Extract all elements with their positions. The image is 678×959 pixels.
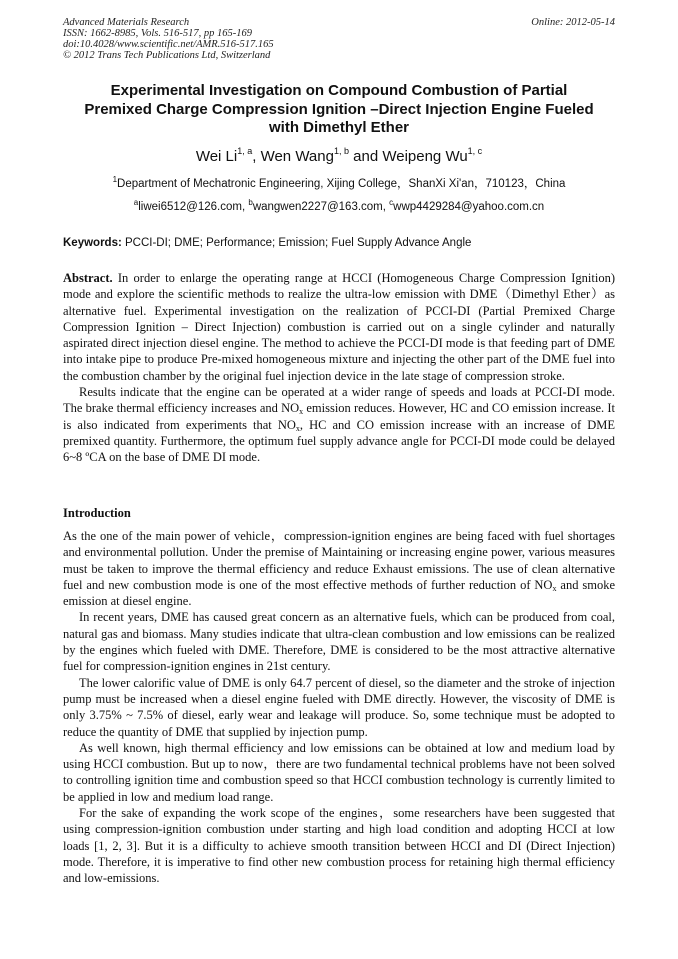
abstract-text: , HC and CO emission increase with an increase of DME premixed quantity. Furthermore, the optimum fuel supply advance angle for PCCI-DI mode could be delayed 6~8 ºCA on the base of DME DI mode. (63, 417, 615, 465)
issn-line: ISSN: 1662-8985, Vols. 516-517, pp 165-169 (63, 28, 252, 39)
intro-paragraph: As well known, high thermal efficiency and low emissions can be obtained at low and medium load by using HCCI combustion. But up to now，there are two fundamental technical problems have not been solved to controlling ignition time and combustion speed so that HCCI combustion technology is currently limited to be applied in low and medium load range. (63, 740, 615, 804)
abstract-paragraph (63, 384, 615, 465)
email-link[interactable]: wangwen2227@163.com, (252, 201, 390, 213)
keywords (63, 236, 623, 250)
doi-line: doi:10.4028/www.scientific.net/AMR.516-517.165 (63, 39, 274, 50)
abstract-section (63, 270, 615, 466)
introduction-section (63, 528, 615, 887)
intro-text: and smoke emission at diesel engine. (63, 577, 615, 609)
intro-text: As the one of the main power of vehicle，compression-ignition engines are being faced with fuel shortages and environmental pollution. Under the premise of Maintaining or increasing engine power, various measures must be taken to improve the thermal efficiency and reduce Exhaust emissions. The use of clean alternative fuel and new combustion mode is one of the most effective methods of further reduction of NO (63, 529, 615, 592)
email-mark: a (133, 198, 139, 207)
intro-paragraph: In recent years, DME has caused great concern as an alternative fuels, which can be produced from coal, natural gas and biomass. Many studies indicate that ultra-clean combustion and low emissions can be realized by the engines which fueled with DME. Therefore, DME is considered to be the most attractive alternative fuel for compression-ignition engines in 21st century. (63, 610, 615, 674)
abstract-text: Results indicate that the engine can be operated at a wider range of speeds and loads at PCCI-DI mode. The brake thermal efficiency increases and NO (63, 385, 615, 416)
abstract-text: In order to enlarge the operating range at HCCI (Homogeneous Charge Compression Ignition) mode and explore the scientific methods to realize the ultra-low emission with DME（Dimethyl Ether）as alternative fuel. Experimental investigation on the realization of PCCI-DI (Partial Premixed Charge Compression Ignition – Direct Injection) combustion is carried out on a single cylinder and naturally aspirated direct injection diesel engine. The method to achieve the PCCI-DI mode is that feeding part of DME into intake pipe to produce Pre-mixed homogeneous mixture and injecting the other part of the DME fuel into the combustion chamber by the original fuel injection device in the late stage of compression stroke. (63, 271, 615, 383)
journal-name: Advanced Materials Research (63, 17, 190, 28)
affiliation (0, 177, 678, 191)
author-name: Weipeng Wu (382, 148, 468, 165)
title-line-1: Experimental Investigation on Compound Combustion of Partial (110, 82, 568, 99)
author-separator: , (252, 148, 261, 165)
subscript: x (552, 583, 557, 593)
abstract-text: emission reduces. However, HC and CO emission increase. It is also indicated from experiments that NO (63, 401, 615, 432)
section-heading: Introduction (63, 506, 131, 520)
email-mark: c (389, 198, 394, 207)
keywords-label: Keywords: (63, 237, 122, 249)
online-date: Online: 2012-05-14 (531, 17, 615, 28)
title-line-3: with Dimethyl Ether (268, 119, 410, 136)
subscript: x (295, 423, 300, 433)
author-name: Wei Li (195, 148, 238, 165)
author-list (0, 148, 678, 166)
author-separator: and (348, 148, 383, 165)
email-mark: b (248, 198, 253, 207)
author-affiliation-mark: 1, c (467, 146, 483, 156)
subscript: x (299, 407, 304, 417)
intro-paragraph: For the sake of expanding the work scope of the engines，some researchers have been suggested that using compression-ignition combustion under starting and high load condition and adopting HCCI at low loads [1, 2, 3]. But it is a difficulty to achieve smooth transition between HCCI and DI (Direct Injection) mode. Therefore, it is imperative to find other new combustion process for retaining high thermal efficiency and low-emissions. (63, 806, 615, 886)
author-emails (0, 200, 678, 214)
title-line-2: Premixed Charge Compression Ignition –Direct Injection Engine Fueled (84, 100, 594, 118)
journal-header (63, 17, 274, 61)
keywords-text: PCCI-DI; DME; Performance; Emission; Fuel Supply Advance Angle (121, 237, 472, 249)
abstract-label: Abstract. (63, 271, 113, 285)
copyright-line: © 2012 Trans Tech Publications Ltd, Switzerland (63, 50, 271, 61)
intro-paragraph: The lower calorific value of DME is only 64.7 percent of diesel, so the diameter and the stroke of injection pump must be increased when a diesel engine fueled with DME directly. However, the viscosity of DME is only 3.75% ~ 7.5% of diesel, early wear and leakage will produce. So, some technique must be adopted to reduce the quantity of DME that supplied by injection pump. (63, 675, 615, 739)
affiliation-mark: 1 (112, 175, 118, 184)
email-link[interactable]: wwp4429284@yahoo.com.cn (393, 201, 545, 213)
abstract-paragraph (63, 270, 615, 384)
author-affiliation-mark: 1, a (237, 146, 253, 156)
intro-paragraph (63, 528, 615, 609)
email-link[interactable]: liwei6512@126.com, (138, 201, 249, 213)
paper-title (50, 82, 628, 138)
author-affiliation-mark: 1, b (333, 146, 349, 156)
affiliation-text: Department of Mechatronic Engineering, Xijing College，ShanXi Xi'an，710123，China (117, 178, 566, 190)
author-name: Wen Wang (260, 148, 334, 165)
